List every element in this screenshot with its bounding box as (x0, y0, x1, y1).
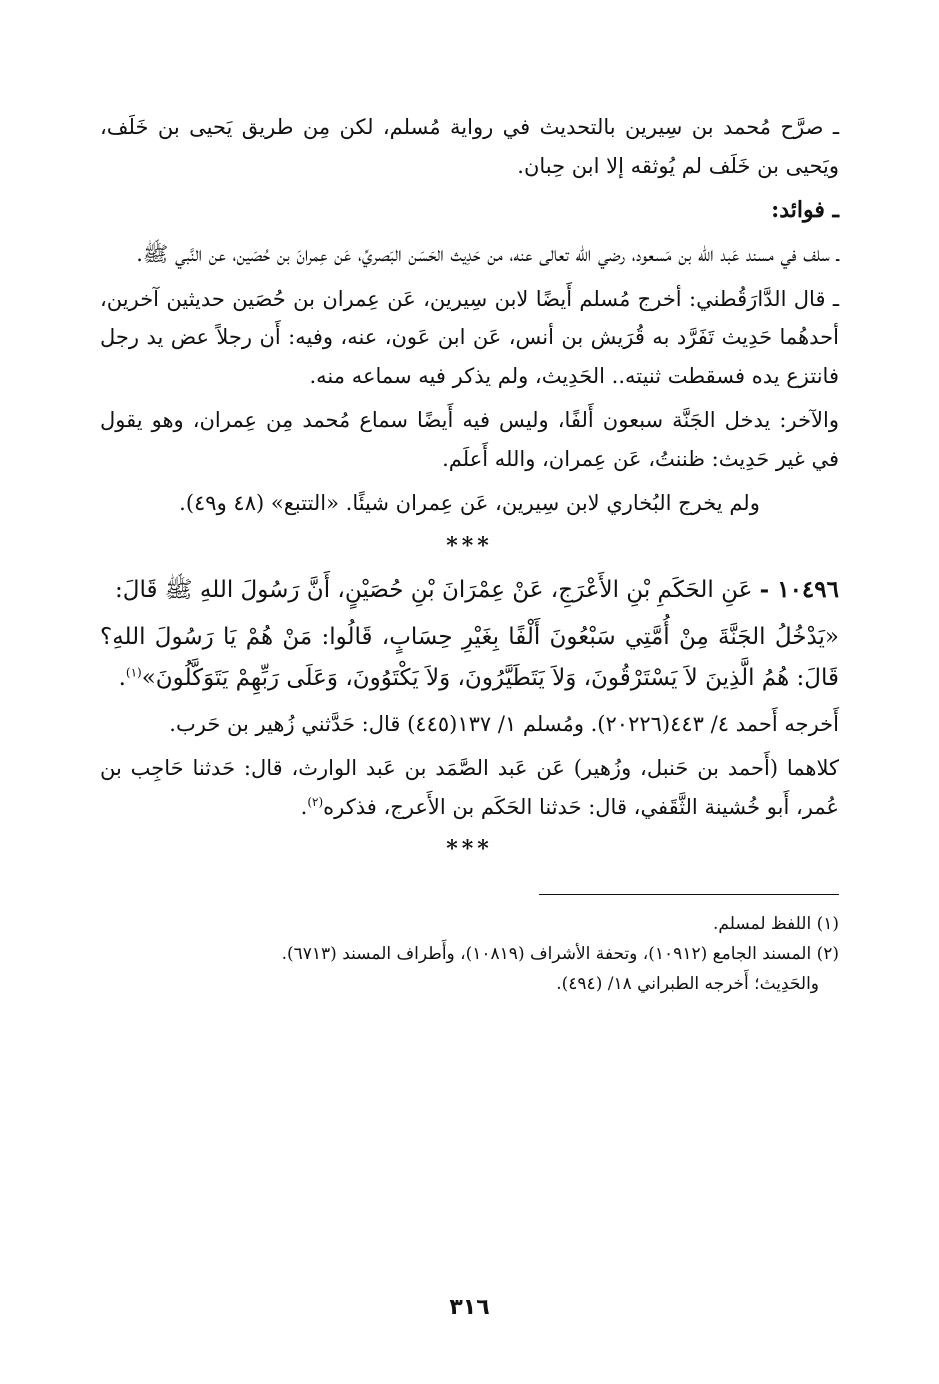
page-content (100, 108, 839, 1384)
footnote-1: (١) اللفظ لمسلم. (712, 914, 839, 934)
footnote-2: (٢) المسند الجامع (١٠٩١٢)، وتحفة الأشراف (١٠٨١٩)، وأَطراف المسند (٦٧١٣). (281, 944, 839, 964)
paragraph-narration-note: ـ صرَّح مُحمد بن سِيرين بالتحديث في رواية مُسلم، لكن مِن طريق يَحيى بن خَلَف، ويَحيى بن خَلَف لم يُوثقه إلا ابن حِبان. (100, 115, 839, 178)
hadith-text: «يَدْخُلُ الجَنَّةَ مِنْ أُمَّتِي سَبْعُونَ أَلْفًا بِغَيْرِ حِسَابٍ، قَالُوا: مَنْ هُمْ يَا رَسُولَ اللهِ؟ قَالَ: هُمُ الَّذِينَ لاَ يَسْتَرْقُونَ، وَلاَ يَتَطَيَّرُونَ، وَلاَ يَكْتَوُونَ، وَعَلَى رَبِّهِمْ يَتَوَكَّلُونَ» (100, 623, 839, 691)
isnad-summary-text: كلاهما (أَحمد بن حَنبل، وزُهير) عَن عَبد الصَّمَد بن عَبد الوارث، قال: حَدثنا حَاجِب بن عُمر، أَبو خُشينة الثَّقَفي، قال: حَدثنا الحَكَم بن الأَعرج، فذكره (100, 756, 839, 819)
benefits-heading: ـ فوائد: (771, 197, 839, 223)
paragraph-bukhari-note: ولم يخرج البُخاري لابن سِيرين، عَن عِمران شيئًا. «التتبع» (٤٨ و٤٩). (179, 491, 760, 515)
footnote-2-continuation: والحَدِيث؛ أَخرجه الطبراني ١٨/ (٤٩٤). (556, 974, 819, 994)
hadith-number: ١٠٤٩٦ - (759, 575, 839, 603)
page-number: ٣١٦ (449, 1295, 490, 1320)
section-separator: *** (446, 532, 493, 559)
hadith-matn (100, 617, 839, 699)
hadith-end-mark: . (118, 664, 126, 691)
paragraph-daraqutni-quote: ـ قال الدَّارَقُطني: أخرج مُسلم أَيضًا لابن سِيرين، عَن عِمران بن حُصَين حديثين آخرين، أحدهُما حَدِيث تَفَرَّد به قُرَيش بن أنس، عَن ابن عَون، عنه، وفيه: أَن رجلاً عض يد رجل فانتزع يده فسقطت ثنيته.. الحَدِيث، ولم يذكر فيه سماعه منه. (100, 286, 839, 388)
footnote-ref-2[interactable]: (٢) (307, 794, 324, 809)
hadith-chain (100, 569, 839, 611)
paragraph-takhrij: أَخرجه أَحمد ٤/ ٤٤٣(٢٠٢٢٦). ومُسلم ١/ ١٣٧(٤٤٥) قال: حَدَّثني زُهير بن حَرب. (169, 711, 839, 736)
isnad-summary-end: . (300, 794, 308, 819)
paragraph-second-hadith: والآخر: يدخل الجَنَّة سبعون أَلفًا، وليس فيه أَيضًا سماع مُحمد مِن عِمران، وهو يقول في غير حَدِيث: ظننتُ، عَن عِمران، والله أَعلَم. (100, 408, 839, 471)
paragraph-isnad-summary (100, 749, 839, 826)
section-separator: *** (446, 836, 493, 862)
hadith-isnad: عَنِ الحَكَمِ بْنِ الأَعْرَجِ، عَنْ عِمْرَانَ بْنِ حُصَيْنٍ، أَنَّ رَسُولَ اللهِ ﷺ قَالَ: (115, 576, 753, 603)
paragraph-previous-reference: ـ سلف في مسند عَبد الله بن مَسعود، رضي الله تعالى عنه، من حَدِيث الحَسَن البَصريِّ، عَن عِمرانَ بن حُصَين، عن النَّبي ﷺ. (136, 242, 839, 266)
footnote-ref-1[interactable]: (١) (125, 664, 142, 679)
footnote-divider (539, 894, 839, 895)
